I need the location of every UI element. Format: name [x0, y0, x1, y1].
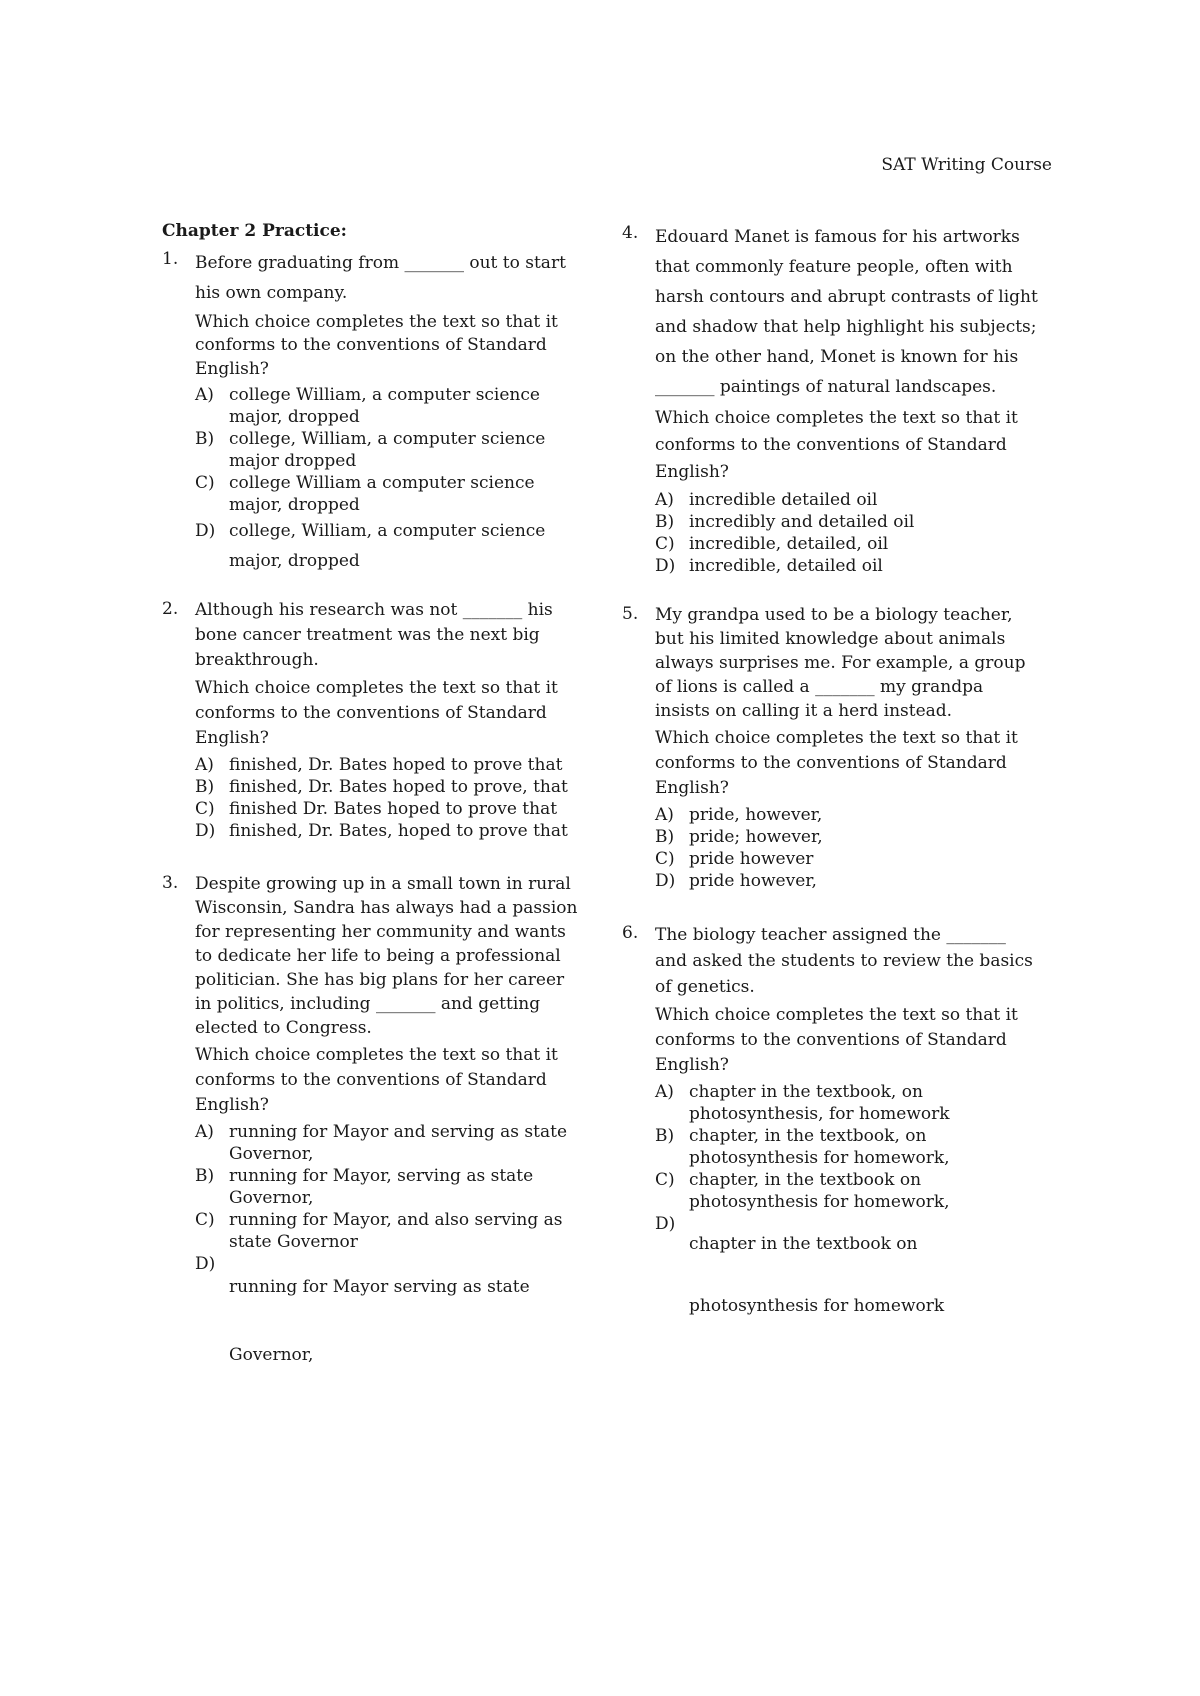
option-text: chapter, in the textbook on photosynthesis for homework,	[689, 1170, 950, 1212]
question-number: 5.	[622, 604, 639, 624]
option-text: running for Mayor, and also serving as state Governor	[229, 1210, 563, 1252]
right-column	[622, 220, 1042, 1359]
option-letter: B)	[195, 1166, 215, 1186]
question-3	[162, 872, 582, 1389]
option-text: pride; however,	[689, 827, 823, 847]
option-c[interactable]	[195, 798, 582, 820]
option-letter: C)	[195, 1210, 215, 1230]
option-b[interactable]	[195, 428, 582, 472]
question-prompt: Which choice completes the text so that it conforms to the conventions of Standard English?	[195, 1045, 558, 1115]
option-letter: C)	[195, 473, 215, 493]
option-b[interactable]	[655, 511, 1042, 533]
option-b[interactable]	[195, 776, 582, 798]
option-text: chapter in the textbook, on photosynthesis, for homework	[689, 1082, 950, 1124]
option-d[interactable]	[655, 555, 1042, 577]
question-text: Before graduating from _______ out to start his own company.	[195, 252, 566, 303]
left-column	[162, 220, 582, 1411]
option-b[interactable]	[655, 826, 1042, 848]
question-prompt: Which choice completes the text so that it conforms to the conventions of Standard English?	[655, 1005, 1018, 1075]
question-2	[162, 598, 582, 842]
option-letter: D)	[655, 871, 676, 891]
question-text: The biology teacher assigned the _______ and asked the students to review the basics of genetics.	[655, 925, 1033, 997]
option-text: finished, Dr. Bates hoped to prove that	[229, 755, 563, 775]
option-d[interactable]	[195, 516, 582, 576]
option-a[interactable]	[655, 489, 1042, 511]
option-text: college William a computer science major, dropped	[229, 473, 535, 515]
option-c[interactable]	[655, 1169, 1042, 1213]
option-letter: D)	[195, 521, 216, 541]
option-text: running for Mayor serving as state Governor,	[229, 1277, 530, 1365]
question-number: 4.	[622, 223, 639, 243]
question-text: Although his research was not _______ his bone cancer treatment was the next big breakthrough.	[195, 600, 553, 670]
option-b[interactable]	[655, 1125, 1042, 1169]
option-text: incredibly and detailed oil	[689, 512, 915, 532]
question-text: Despite growing up in a small town in rural Wisconsin, Sandra has always had a passion for representing her community and wants to dedicate her life to being a professional politician. She has big plans for her career in politics, including _______ and getting elected to Congress.	[195, 874, 578, 1038]
option-text: college, William, a computer science major, dropped	[229, 521, 546, 571]
option-text: incredible, detailed, oil	[689, 534, 889, 554]
option-a[interactable]	[655, 1081, 1042, 1125]
option-letter: C)	[655, 1170, 675, 1190]
option-text: chapter, in the textbook, on photosynthesis for homework,	[689, 1126, 950, 1168]
option-a[interactable]	[195, 1121, 582, 1165]
option-letter: D)	[655, 1214, 676, 1234]
option-letter: A)	[195, 1122, 214, 1142]
option-letter: A)	[195, 755, 214, 775]
question-text: My grandpa used to be a biology teacher, but his limited knowledge about animals always surprises me. For example, a group of lions is called a _______ my grandpa insists on calling it a herd instead.	[655, 605, 1026, 721]
option-letter: C)	[655, 534, 675, 554]
option-letter: B)	[655, 512, 675, 532]
question-prompt: Which choice completes the text so that it conforms to the conventions of Standard English?	[655, 728, 1018, 798]
question-prompt: Which choice completes the text so that it conforms to the conventions of Standard English?	[655, 408, 1018, 482]
question-number: 3.	[162, 873, 179, 893]
option-a[interactable]	[195, 754, 582, 776]
option-letter: C)	[655, 849, 675, 869]
option-letter: A)	[655, 1082, 674, 1102]
option-b[interactable]	[195, 1165, 582, 1209]
option-text: finished Dr. Bates hoped to prove that	[229, 799, 558, 819]
question-number: 6.	[622, 923, 639, 943]
section-title: Chapter 2 Practice:	[162, 221, 347, 241]
option-text: running for Mayor and serving as state Governor,	[229, 1122, 568, 1164]
option-c[interactable]	[655, 848, 1042, 870]
option-d[interactable]	[195, 820, 582, 842]
option-text: pride however,	[689, 871, 817, 891]
option-text: college William, a computer science major, dropped	[229, 385, 540, 427]
question-5	[622, 603, 1042, 892]
option-text: pride, however,	[689, 805, 823, 825]
option-letter: A)	[655, 490, 674, 510]
question-text: Edouard Manet is famous for his artworks that commonly feature people, often with harsh contours and abrupt contrasts of light and shadow that help highlight his subjects; on the other hand, Monet is known for his _______ paintings of natural landscapes.	[655, 227, 1038, 397]
option-text: incredible, detailed oil	[689, 556, 883, 576]
option-text: pride however	[689, 849, 814, 869]
question-1	[162, 248, 582, 577]
option-d[interactable]	[195, 1253, 582, 1389]
option-letter: A)	[195, 385, 214, 405]
question-number: 2.	[162, 599, 179, 619]
option-text: college, William, a computer science major dropped	[229, 429, 546, 471]
option-letter: B)	[195, 777, 215, 797]
option-a[interactable]	[655, 804, 1042, 826]
question-4	[622, 222, 1042, 577]
option-c[interactable]	[195, 472, 582, 516]
option-letter: D)	[195, 821, 216, 841]
option-text: chapter in the textbook on photosynthesis for homework	[689, 1234, 945, 1316]
question-6	[622, 922, 1042, 1337]
option-a[interactable]	[195, 384, 582, 428]
question-prompt: Which choice completes the text so that it conforms to the conventions of Standard English?	[195, 311, 558, 379]
option-letter: B)	[195, 429, 215, 449]
option-letter: C)	[195, 799, 215, 819]
option-text: finished, Dr. Bates, hoped to prove that	[229, 821, 568, 841]
option-letter: A)	[655, 805, 674, 825]
question-prompt: Which choice completes the text so that it conforms to the conventions of Standard English?	[195, 678, 558, 748]
option-text: incredible detailed oil	[689, 490, 878, 510]
option-d[interactable]	[655, 1213, 1042, 1337]
option-text: finished, Dr. Bates hoped to prove, that	[229, 777, 568, 797]
option-c[interactable]	[655, 533, 1042, 555]
option-text: running for Mayor, serving as state Governor,	[229, 1166, 534, 1208]
option-letter: D)	[655, 556, 676, 576]
question-number: 1.	[162, 248, 179, 269]
option-d[interactable]	[655, 870, 1042, 892]
option-c[interactable]	[195, 1209, 582, 1253]
option-letter: B)	[655, 827, 675, 847]
option-letter: D)	[195, 1254, 216, 1274]
option-letter: B)	[655, 1126, 675, 1146]
course-header: SAT Writing Course	[881, 155, 1052, 175]
